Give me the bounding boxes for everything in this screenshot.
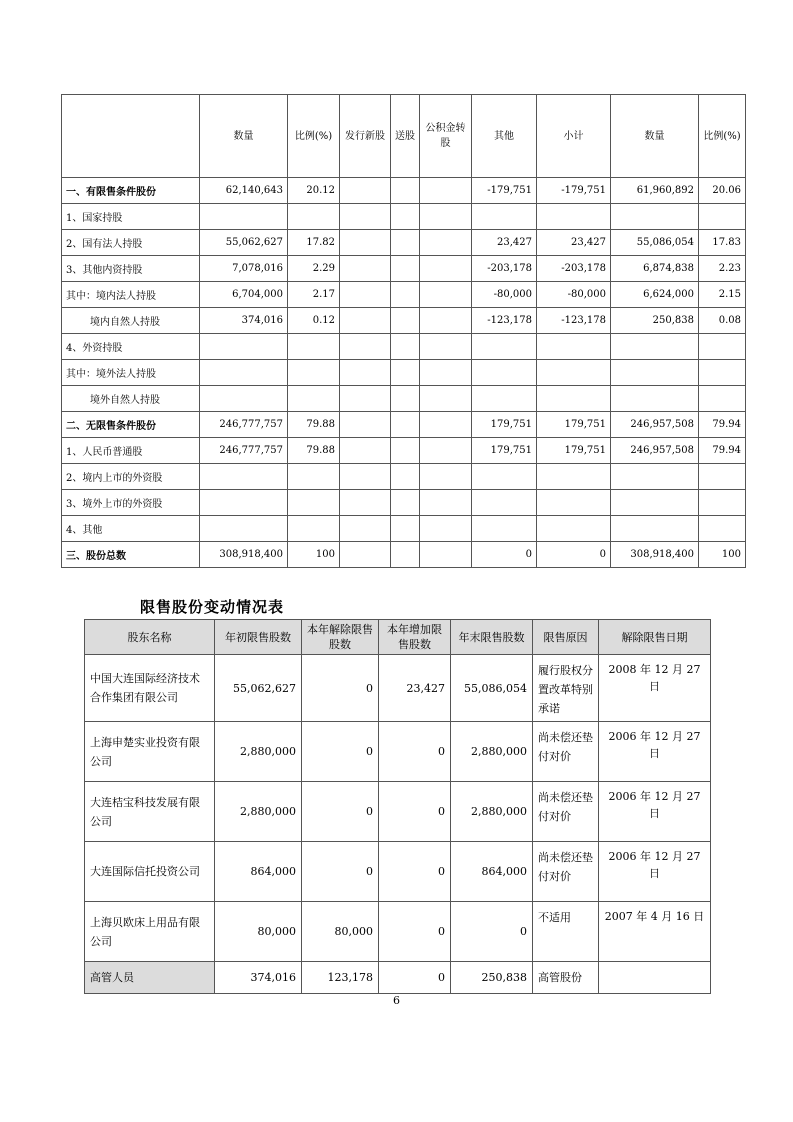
row-label: 其中：境外法人持股: [62, 360, 200, 386]
table-cell: [340, 464, 391, 490]
table-cell: [420, 516, 472, 542]
table-cell: -123,178: [537, 308, 611, 334]
table-cell: [391, 516, 420, 542]
table-cell: [420, 542, 472, 568]
table-cell: [611, 464, 699, 490]
table-row: [62, 386, 746, 412]
restricted-table-title: 限售股份变动情况表: [140, 598, 285, 616]
table-cell: [537, 386, 611, 412]
table-row: [85, 782, 711, 842]
table-cell: [200, 334, 288, 360]
table-cell: -80,000: [537, 282, 611, 308]
table-row: [62, 438, 746, 464]
table-cell: 0: [302, 722, 379, 782]
row-label: 境外自然人持股: [62, 386, 200, 412]
table-row: [85, 842, 711, 902]
table-cell: -80,000: [472, 282, 537, 308]
table-cell: 864,000: [215, 842, 302, 902]
table-cell: [391, 282, 420, 308]
shareholder-name: 大连国际信托投资公司: [85, 842, 215, 902]
table-cell: [472, 360, 537, 386]
table-cell: [391, 230, 420, 256]
share-change-table: [61, 94, 746, 568]
row-label: 4、其他: [62, 516, 200, 542]
table-cell: 0: [537, 542, 611, 568]
table-cell: [200, 516, 288, 542]
table-row: [62, 542, 746, 568]
table-cell: [200, 464, 288, 490]
table-cell: [611, 386, 699, 412]
table-cell: [537, 334, 611, 360]
table-cell: [472, 334, 537, 360]
row-label: 三、股份总数: [62, 542, 200, 568]
table-cell: [288, 386, 340, 412]
table-cell: [420, 438, 472, 464]
table-row: [62, 178, 746, 204]
table-row: [62, 282, 746, 308]
table-cell: [340, 334, 391, 360]
row-label: 1、人民币普通股: [62, 438, 200, 464]
table-cell: [472, 490, 537, 516]
table-cell: [420, 282, 472, 308]
table-cell: 55,086,054: [451, 655, 533, 722]
table-cell: [200, 360, 288, 386]
column-header: 股东名称: [85, 620, 215, 655]
table-cell: 79.88: [288, 412, 340, 438]
row-label: 3、境外上市的外资股: [62, 490, 200, 516]
table-cell: 20.12: [288, 178, 340, 204]
column-header: 比例(%): [699, 95, 746, 178]
table-cell: 0: [302, 782, 379, 842]
table-cell: [420, 256, 472, 282]
table-cell: 246,777,757: [200, 438, 288, 464]
table-cell: [472, 516, 537, 542]
table-row: [62, 490, 746, 516]
table-cell: [288, 490, 340, 516]
table-cell: -179,751: [537, 178, 611, 204]
table-cell: [391, 334, 420, 360]
table-cell: 17.83: [699, 230, 746, 256]
table-cell: 0.08: [699, 308, 746, 334]
column-header: 小计: [537, 95, 611, 178]
table-cell: [699, 386, 746, 412]
restricted-share-table: [84, 619, 711, 994]
table-cell: 246,777,757: [200, 412, 288, 438]
row-label: 3、其他内资持股: [62, 256, 200, 282]
table-cell: 0: [379, 782, 451, 842]
table-cell: 80,000: [302, 902, 379, 962]
column-header: 解除限售日期: [599, 620, 711, 655]
row-label: 2、境内上市的外资股: [62, 464, 200, 490]
table-cell: [288, 334, 340, 360]
table-cell: 尚未偿还垫付对价: [533, 842, 599, 902]
page-number: 6: [393, 994, 400, 1007]
table-cell: [420, 412, 472, 438]
table-cell: 55,062,627: [215, 655, 302, 722]
column-header: 限售原因: [533, 620, 599, 655]
table-cell: [537, 490, 611, 516]
table-cell: 0: [379, 842, 451, 902]
table-header-row: [85, 620, 711, 655]
table-cell: [340, 282, 391, 308]
table-cell: [699, 334, 746, 360]
table-cell: 79.88: [288, 438, 340, 464]
table-cell: 2007 年 4 月 16 日: [599, 902, 711, 962]
table-cell: [420, 178, 472, 204]
table-cell: [391, 308, 420, 334]
table-cell: 80,000: [215, 902, 302, 962]
table-cell: 0: [379, 962, 451, 994]
row-label: 一、有限售条件股份: [62, 178, 200, 204]
table-cell: 0.12: [288, 308, 340, 334]
table-cell: [391, 360, 420, 386]
table-row: [62, 230, 746, 256]
table-cell: [340, 490, 391, 516]
table-cell: 0: [379, 722, 451, 782]
table-cell: 374,016: [215, 962, 302, 994]
table-row: [62, 360, 746, 386]
table-cell: [537, 464, 611, 490]
table-cell: [340, 542, 391, 568]
row-label: 境内自然人持股: [62, 308, 200, 334]
table-cell: 2.29: [288, 256, 340, 282]
table-cell: 高管股份: [533, 962, 599, 994]
table-cell: [391, 542, 420, 568]
row-label: 其中：境内法人持股: [62, 282, 200, 308]
table-cell: [611, 334, 699, 360]
table-cell: [340, 204, 391, 230]
column-header: 其他: [472, 95, 537, 178]
table-cell: 55,062,627: [200, 230, 288, 256]
table-cell: [391, 386, 420, 412]
table-cell: 2006 年 12 月 27 日: [599, 782, 711, 842]
table-cell: 55,086,054: [611, 230, 699, 256]
table-cell: [537, 516, 611, 542]
table-cell: 20.06: [699, 178, 746, 204]
row-label: 4、外资持股: [62, 334, 200, 360]
column-header: 年初限售股数: [215, 620, 302, 655]
table-cell: 2006 年 12 月 27 日: [599, 842, 711, 902]
table-row: [85, 962, 711, 994]
table-cell: 246,957,508: [611, 438, 699, 464]
table-cell: 246,957,508: [611, 412, 699, 438]
table-cell: 0: [302, 655, 379, 722]
table-cell: 17.82: [288, 230, 340, 256]
table-cell: [340, 412, 391, 438]
table-cell: [391, 412, 420, 438]
table-cell: 履行股权分置改革特别承诺: [533, 655, 599, 722]
table-cell: 不适用: [533, 902, 599, 962]
table-cell: 2,880,000: [215, 782, 302, 842]
column-header: 发行新股: [340, 95, 391, 178]
table-cell: [420, 386, 472, 412]
table-cell: 179,751: [537, 438, 611, 464]
table-cell: 308,918,400: [611, 542, 699, 568]
table-cell: [611, 490, 699, 516]
table-cell: [391, 490, 420, 516]
table-row: [62, 412, 746, 438]
table-row: [62, 256, 746, 282]
table-cell: [611, 360, 699, 386]
table-row: [85, 902, 711, 962]
table-row: [62, 516, 746, 542]
table-cell: 61,960,892: [611, 178, 699, 204]
table-cell: 7,078,016: [200, 256, 288, 282]
table-cell: 2006 年 12 月 27 日: [599, 722, 711, 782]
table-cell: 374,016: [200, 308, 288, 334]
table-cell: 2,880,000: [215, 722, 302, 782]
row-label: 1、国家持股: [62, 204, 200, 230]
shareholder-name: 高管人员: [85, 962, 215, 994]
table-cell: [340, 230, 391, 256]
table-cell: [420, 230, 472, 256]
table-row: [62, 464, 746, 490]
column-header: 比例(%): [288, 95, 340, 178]
table-cell: [340, 178, 391, 204]
table-cell: 尚未偿还垫付对价: [533, 722, 599, 782]
table-cell: 62,140,643: [200, 178, 288, 204]
table-cell: 2.15: [699, 282, 746, 308]
table-cell: [391, 204, 420, 230]
shareholder-name: 大连桔宝科技发展有限公司: [85, 782, 215, 842]
table-cell: [472, 464, 537, 490]
table-cell: [340, 386, 391, 412]
table-cell: 尚未偿还垫付对价: [533, 782, 599, 842]
table-cell: [599, 962, 711, 994]
table-cell: [391, 178, 420, 204]
table-cell: 179,751: [537, 412, 611, 438]
table-cell: [472, 386, 537, 412]
table-cell: 2,880,000: [451, 722, 533, 782]
table-cell: [340, 256, 391, 282]
column-header: 本年解除限售股数: [302, 620, 379, 655]
table-cell: [340, 308, 391, 334]
table-cell: [288, 464, 340, 490]
table-cell: [340, 438, 391, 464]
table-cell: -203,178: [472, 256, 537, 282]
table-cell: 2.17: [288, 282, 340, 308]
column-header: 本年增加限售股数: [379, 620, 451, 655]
table-cell: 23,427: [472, 230, 537, 256]
table-cell: 79.94: [699, 412, 746, 438]
table-cell: [611, 204, 699, 230]
table-cell: 23,427: [379, 655, 451, 722]
table-cell: [288, 516, 340, 542]
table-cell: 2,880,000: [451, 782, 533, 842]
table-cell: -123,178: [472, 308, 537, 334]
table-cell: 308,918,400: [200, 542, 288, 568]
table-cell: 79.94: [699, 438, 746, 464]
table-cell: [537, 204, 611, 230]
table-cell: [391, 438, 420, 464]
column-header: 数量: [611, 95, 699, 178]
table-cell: [391, 256, 420, 282]
table-cell: 100: [699, 542, 746, 568]
table-cell: -179,751: [472, 178, 537, 204]
table-row: [85, 655, 711, 722]
column-header: 年末限售股数: [451, 620, 533, 655]
table-cell: [200, 204, 288, 230]
table-cell: [699, 360, 746, 386]
table-cell: 2.23: [699, 256, 746, 282]
column-header: 公积金转股: [420, 95, 472, 178]
table-row: [62, 334, 746, 360]
table-cell: [340, 360, 391, 386]
column-header: [62, 95, 200, 178]
table-cell: [288, 360, 340, 386]
table-cell: 0: [472, 542, 537, 568]
table-cell: [472, 204, 537, 230]
table-cell: 864,000: [451, 842, 533, 902]
table-cell: [699, 490, 746, 516]
table-cell: [420, 334, 472, 360]
table-cell: 179,751: [472, 412, 537, 438]
table-cell: 250,838: [611, 308, 699, 334]
table-cell: [391, 464, 420, 490]
column-header: 送股: [391, 95, 420, 178]
table-cell: [699, 516, 746, 542]
shareholder-name: 中国大连国际经济技术合作集团有限公司: [85, 655, 215, 722]
table-cell: [288, 204, 340, 230]
table-cell: 2008 年 12 月 27 日: [599, 655, 711, 722]
table-cell: -203,178: [537, 256, 611, 282]
table-cell: [200, 386, 288, 412]
table-row: [85, 722, 711, 782]
table-cell: [699, 464, 746, 490]
table-cell: [611, 516, 699, 542]
shareholder-name: 上海贝欧床上用品有限公司: [85, 902, 215, 962]
table-cell: [200, 490, 288, 516]
table-cell: [699, 204, 746, 230]
table-cell: 0: [451, 902, 533, 962]
row-label: 2、国有法人持股: [62, 230, 200, 256]
table-cell: 250,838: [451, 962, 533, 994]
table-cell: 23,427: [537, 230, 611, 256]
table-cell: [340, 516, 391, 542]
table-cell: 6,704,000: [200, 282, 288, 308]
table-row: [62, 204, 746, 230]
row-label: 二、无限售条件股份: [62, 412, 200, 438]
table-cell: [420, 360, 472, 386]
table-cell: 179,751: [472, 438, 537, 464]
table-row: [62, 308, 746, 334]
table-cell: 0: [302, 842, 379, 902]
table-cell: [420, 464, 472, 490]
table-cell: [537, 360, 611, 386]
shareholder-name: 上海申楚实业投资有限公司: [85, 722, 215, 782]
column-header: 数量: [200, 95, 288, 178]
table-cell: [420, 308, 472, 334]
table-cell: 0: [379, 902, 451, 962]
table-cell: [420, 204, 472, 230]
table-cell: [420, 490, 472, 516]
table-cell: 6,624,000: [611, 282, 699, 308]
table-cell: 6,874,838: [611, 256, 699, 282]
table-cell: 123,178: [302, 962, 379, 994]
table-header-row: [62, 95, 746, 178]
table-cell: 100: [288, 542, 340, 568]
